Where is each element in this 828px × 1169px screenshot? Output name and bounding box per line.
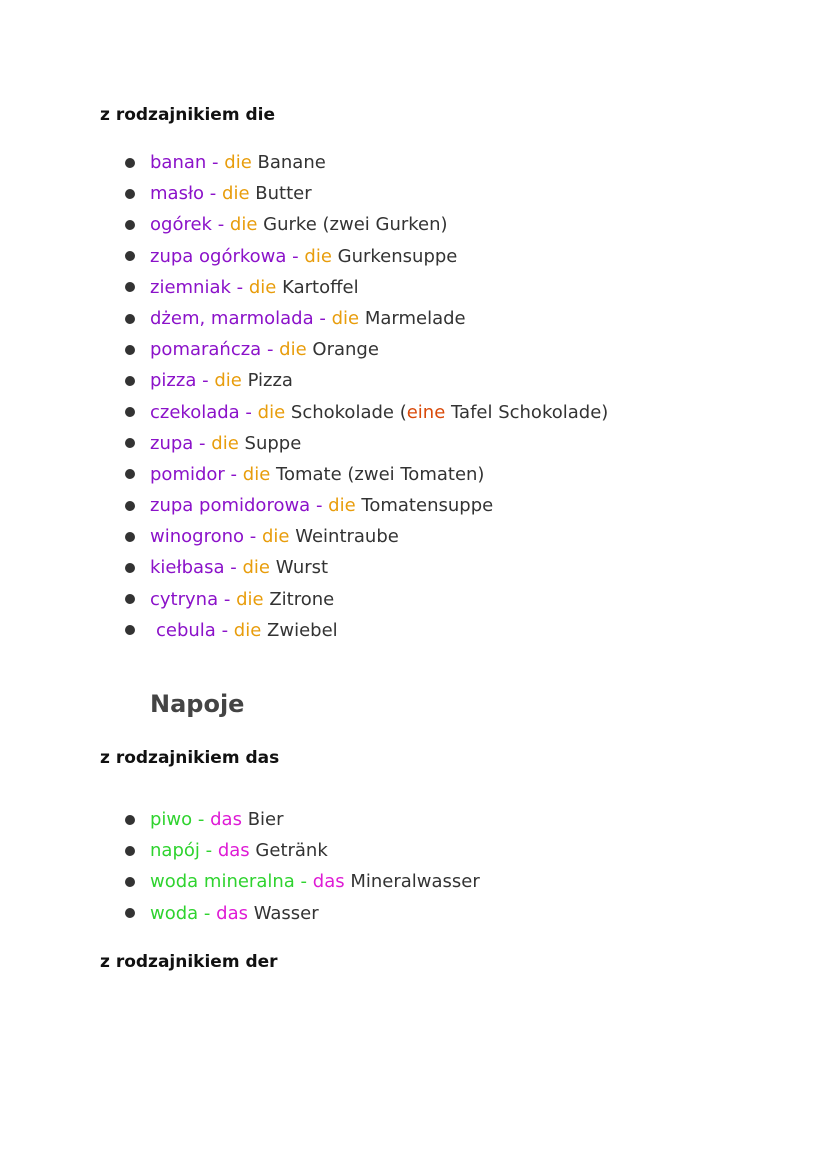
list-item — [0, 428, 828, 459]
heading-der: z rodzajnikiem der — [100, 952, 278, 972]
separator: - — [204, 183, 223, 205]
polish-word: banan — [150, 152, 207, 173]
bullet-icon — [125, 220, 135, 230]
german-word: Tomatensuppe — [361, 495, 494, 517]
category-title: Napoje — [150, 690, 245, 718]
separator: - — [206, 152, 225, 173]
separator: - — [244, 526, 262, 548]
article: die — [328, 495, 356, 517]
separator: - — [310, 495, 329, 517]
separator: - — [215, 619, 234, 641]
polish-word: cytryna — [150, 588, 219, 610]
polish-word: pomidor — [150, 463, 225, 485]
bullet-icon — [125, 815, 135, 825]
list-item — [0, 835, 828, 866]
polish-word: pomarańcza — [150, 339, 262, 361]
polish-word: masło — [150, 183, 205, 205]
polish-word: czekolada — [150, 401, 240, 423]
bullet-icon — [125, 625, 135, 635]
separator: - — [224, 557, 243, 579]
polish-word: woda mineralna — [150, 871, 295, 893]
bullet-icon — [125, 501, 135, 511]
article: das — [210, 809, 242, 830]
bullet-icon — [125, 908, 135, 918]
separator: - — [239, 401, 258, 423]
polish-word: winogrono — [150, 526, 245, 548]
article: die — [279, 339, 307, 361]
german-word-rest: Tafel Schokolade) — [445, 401, 609, 423]
list-item — [0, 521, 828, 552]
vocab-list-die — [0, 147, 828, 646]
list-item — [0, 272, 828, 303]
bullet-icon — [125, 594, 135, 604]
german-word: Mineralwasser — [350, 871, 480, 893]
german-word: Banane — [257, 152, 326, 173]
german-word: Tomate (zwei Tomaten) — [276, 463, 485, 485]
bullet-icon — [125, 345, 135, 355]
list-item — [0, 334, 828, 365]
german-word: Butter — [255, 183, 312, 205]
polish-word: ziemniak — [150, 276, 231, 298]
article: das — [217, 840, 250, 862]
article: die — [222, 183, 250, 205]
german-word: Kartoffel — [282, 276, 359, 298]
article: die — [229, 214, 258, 236]
bullet-icon — [125, 846, 135, 856]
separator: - — [211, 214, 230, 236]
article: die — [236, 588, 264, 610]
separator: - — [294, 871, 313, 893]
article: die — [261, 526, 290, 548]
bullet-icon — [125, 376, 135, 386]
list-item — [0, 303, 828, 334]
separator: - — [198, 902, 217, 924]
article: das — [312, 871, 345, 893]
polish-word: dżem, marmolada — [150, 307, 314, 329]
bullet-icon — [125, 282, 135, 292]
article: die — [304, 245, 332, 267]
list-item — [0, 209, 828, 240]
german-word: Wasser — [253, 902, 319, 924]
heading-die: z rodzajnikiem die — [100, 105, 275, 125]
vocab-list-das — [0, 804, 828, 929]
article: die — [242, 463, 271, 485]
polish-word: zupa — [150, 432, 194, 454]
german-word: Gurkensuppe — [337, 245, 458, 267]
polish-word: cebula — [156, 619, 216, 641]
separator: - — [193, 432, 212, 454]
separator: - — [230, 276, 249, 298]
german-word: Marmelade — [364, 307, 466, 329]
separator: - — [196, 370, 215, 392]
heading-das: z rodzajnikiem das — [100, 748, 280, 768]
bullet-icon — [125, 877, 135, 887]
list-item — [0, 147, 828, 178]
german-word: Zwiebel — [267, 619, 338, 641]
german-word: Zitrone — [269, 588, 335, 610]
list-item — [0, 397, 828, 428]
separator: - — [261, 339, 280, 361]
polish-word: zupa ogórkowa — [150, 245, 287, 267]
polish-word: kiełbasa — [150, 557, 225, 579]
separator: - — [286, 245, 305, 267]
list-item — [0, 898, 828, 929]
german-word: Weintraube — [295, 526, 399, 548]
german-word: Getränk — [255, 840, 328, 862]
polish-word: ogórek — [150, 214, 212, 236]
bullet-icon — [125, 563, 135, 573]
list-item — [0, 365, 828, 396]
list-item — [0, 490, 828, 521]
article: die — [331, 307, 360, 329]
article: die — [233, 619, 262, 641]
list-item — [0, 804, 828, 835]
article: die — [224, 152, 252, 173]
polish-word: zupa pomidorowa — [150, 495, 311, 517]
separator: - — [192, 809, 211, 830]
bullet-icon — [125, 251, 135, 261]
article: das — [216, 902, 248, 924]
separator: - — [199, 840, 218, 862]
bullet-icon — [125, 407, 135, 417]
german-word: Schokolade ( — [290, 401, 407, 423]
bullet-icon — [125, 189, 135, 199]
polish-word: piwo — [150, 809, 193, 830]
list-item — [0, 552, 828, 583]
list-item — [0, 615, 828, 646]
bullet-icon — [125, 314, 135, 324]
german-word: Pizza — [247, 370, 293, 392]
list-item — [0, 584, 828, 615]
polish-word: pizza — [150, 370, 197, 392]
bullet-icon — [125, 158, 135, 168]
german-word: Orange — [312, 339, 379, 361]
list-item — [0, 866, 828, 897]
separator: - — [218, 588, 237, 610]
list-item — [0, 241, 828, 272]
polish-word: woda — [150, 902, 199, 924]
article: die — [242, 557, 270, 579]
separator: - — [313, 307, 332, 329]
separator: - — [224, 463, 243, 485]
bullet-icon — [125, 438, 135, 448]
article: die — [211, 432, 239, 454]
list-item — [0, 459, 828, 490]
german-word: Wurst — [275, 557, 329, 579]
german-word: Bier — [247, 809, 284, 830]
german-article-eine: eine — [406, 401, 446, 423]
polish-word: napój — [150, 840, 200, 862]
bullet-icon — [125, 469, 135, 479]
article: die — [257, 401, 286, 423]
german-word: Gurke (zwei Gurken) — [263, 214, 448, 236]
article: die — [248, 276, 277, 298]
german-word: Suppe — [244, 432, 302, 454]
bullet-icon — [125, 532, 135, 542]
list-item — [0, 178, 828, 209]
article: die — [214, 370, 242, 392]
